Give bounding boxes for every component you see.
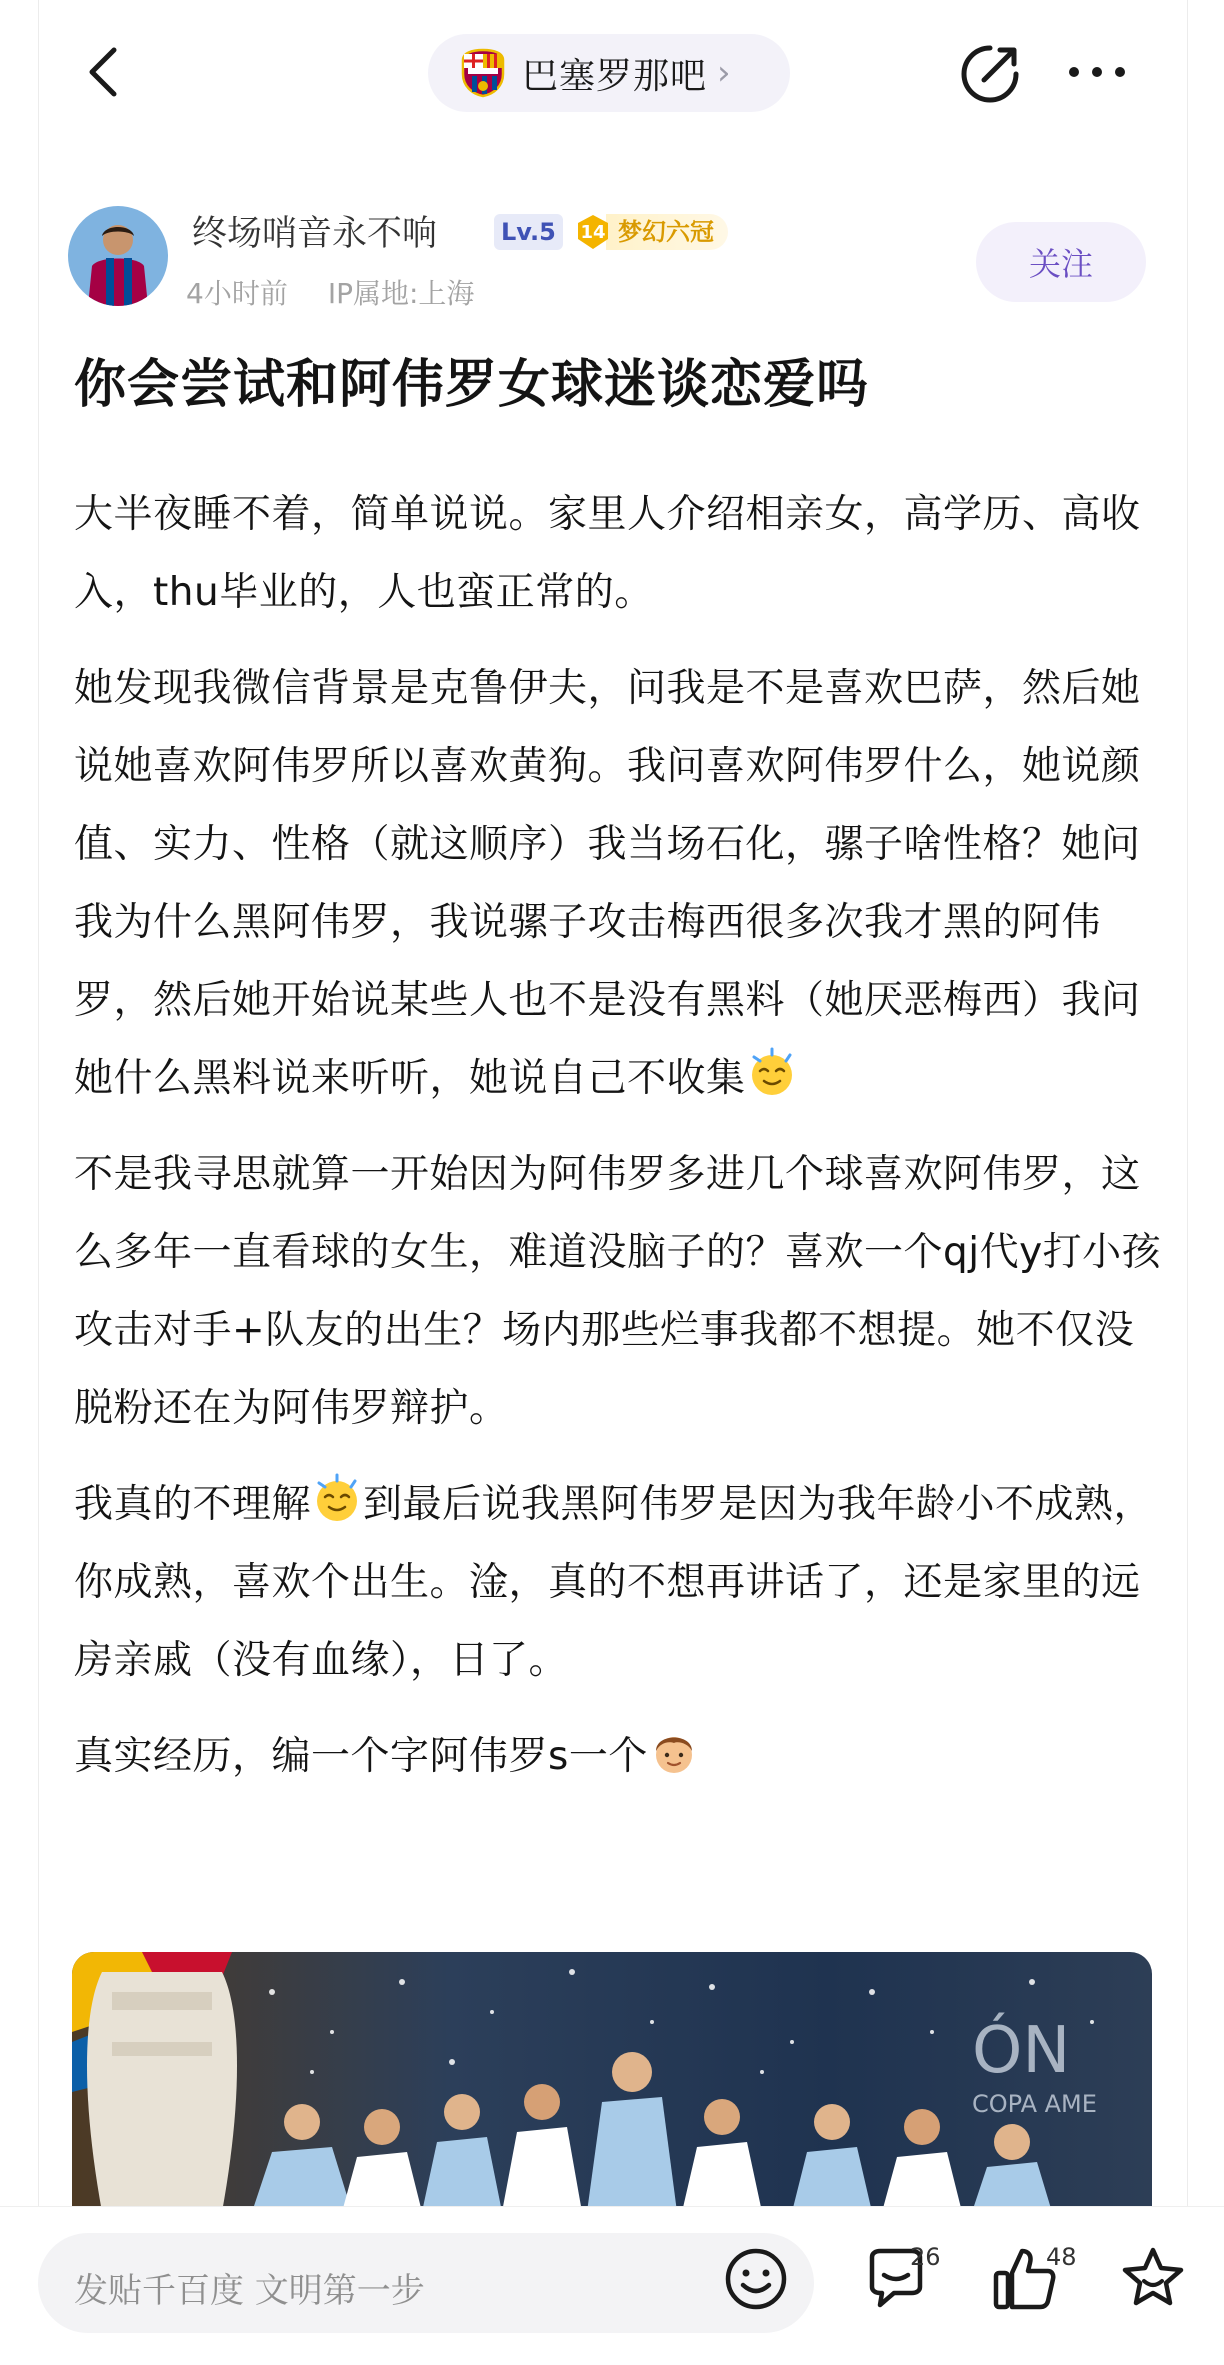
team-celebration-photo <box>72 1952 1152 2212</box>
paragraph: 不是我寻思就算一开始因为阿伟罗多进几个球喜欢阿伟罗，这么多年一直看球的女生，难道没脑子的？喜欢一个qj代y打小孩攻击对手+队友的出生？场内那些烂事我都不想提。她不仅没脱粉还在为阿伟罗辩护。 <box>74 1152 1162 1431</box>
ip-location: IP属地:上海 <box>327 277 475 310</box>
fan-level-number: 14 <box>580 221 606 243</box>
fan-badge <box>574 210 740 254</box>
svg-text:COPA AME: COPA AME <box>972 2090 1097 2118</box>
emoji-button[interactable] <box>722 2245 790 2313</box>
paragraph <box>74 1466 1164 1700</box>
post-title: 你会尝试和阿伟罗女球迷谈恋爱吗 <box>74 355 870 415</box>
forum-name: 巴塞罗那吧 <box>522 55 708 97</box>
paragraph: 大半夜睡不着，简单说说。家里人介绍相亲女，高学历、高收入，thu毕业的，人也蛮正常的。 <box>74 492 1141 615</box>
bottom-bar <box>0 2206 1224 2365</box>
relieved-face-emoji-icon <box>746 1047 798 1099</box>
avatar[interactable] <box>68 206 168 306</box>
edit-share-icon <box>956 40 1024 108</box>
post-meta <box>186 272 474 312</box>
author-name[interactable]: 终场哨音永不响 <box>192 214 438 254</box>
svg-text:ÓN: ÓN <box>972 2014 1071 2088</box>
more-dots-icon <box>1062 52 1132 92</box>
edit-button[interactable] <box>956 40 1024 108</box>
more-button[interactable] <box>1062 52 1132 92</box>
post-body <box>74 476 1164 1814</box>
fan-level-icon <box>574 213 612 251</box>
paragraph-text: 我真的不理解 <box>74 1482 312 1527</box>
composer-placeholder: 发贴千百度 文明第一步 <box>74 2271 425 2311</box>
forum-link[interactable] <box>428 34 790 112</box>
chevron-right-icon: › <box>717 53 731 93</box>
paragraph <box>74 650 1164 1118</box>
paragraph-text: 她发现我微信背景是克鲁伊夫，问我是不是喜欢巴萨，然后她说她喜欢阿伟罗所以喜欢黄狗。我问喜欢阿伟罗什么，她说颜值、实力、性格（就这顺序）我当场石化，骡子啥性格？她问我为什么黑阿伟罗，我说骡子攻击梅西很多次我才黑的阿伟罗，然后她开始说某些人也不是没有黑料（她厌恶梅西）我问她什么黑料说来听听，她说自己不收集 <box>74 666 1141 1101</box>
paragraph-text: 真实经历，编一个字阿伟罗s一个 <box>74 1734 648 1779</box>
back-arrow-icon <box>80 40 130 104</box>
barcelona-crest-icon <box>458 48 508 98</box>
avatar-image <box>68 206 168 306</box>
like-count: 48 <box>1046 2243 1077 2271</box>
fan-title: 梦幻六冠 <box>606 214 728 250</box>
star-icon <box>1120 2245 1186 2311</box>
post-image[interactable] <box>72 1952 1152 2212</box>
follow-button[interactable]: 关注 <box>976 222 1146 302</box>
paragraph <box>74 1718 1164 1796</box>
favorite-button[interactable] <box>1120 2245 1186 2311</box>
back-button[interactable] <box>80 40 130 104</box>
level-badge: Lv.5 <box>494 214 563 250</box>
comment-count: 26 <box>910 2243 941 2271</box>
paragraph-text: 到最后说我黑阿伟罗是因为我年龄小不成熟，你成熟，喜欢个出生。淦，真的不想再讲话了，还是家里的远房亲戚（没有血缘），日了。 <box>74 1482 1154 1683</box>
boy-face-emoji-icon <box>648 1725 700 1777</box>
post-time: 4小时前 <box>186 277 288 310</box>
smile-icon <box>722 2245 790 2313</box>
reply-composer[interactable] <box>38 2233 814 2333</box>
relieved-face-emoji-icon <box>311 1473 363 1525</box>
